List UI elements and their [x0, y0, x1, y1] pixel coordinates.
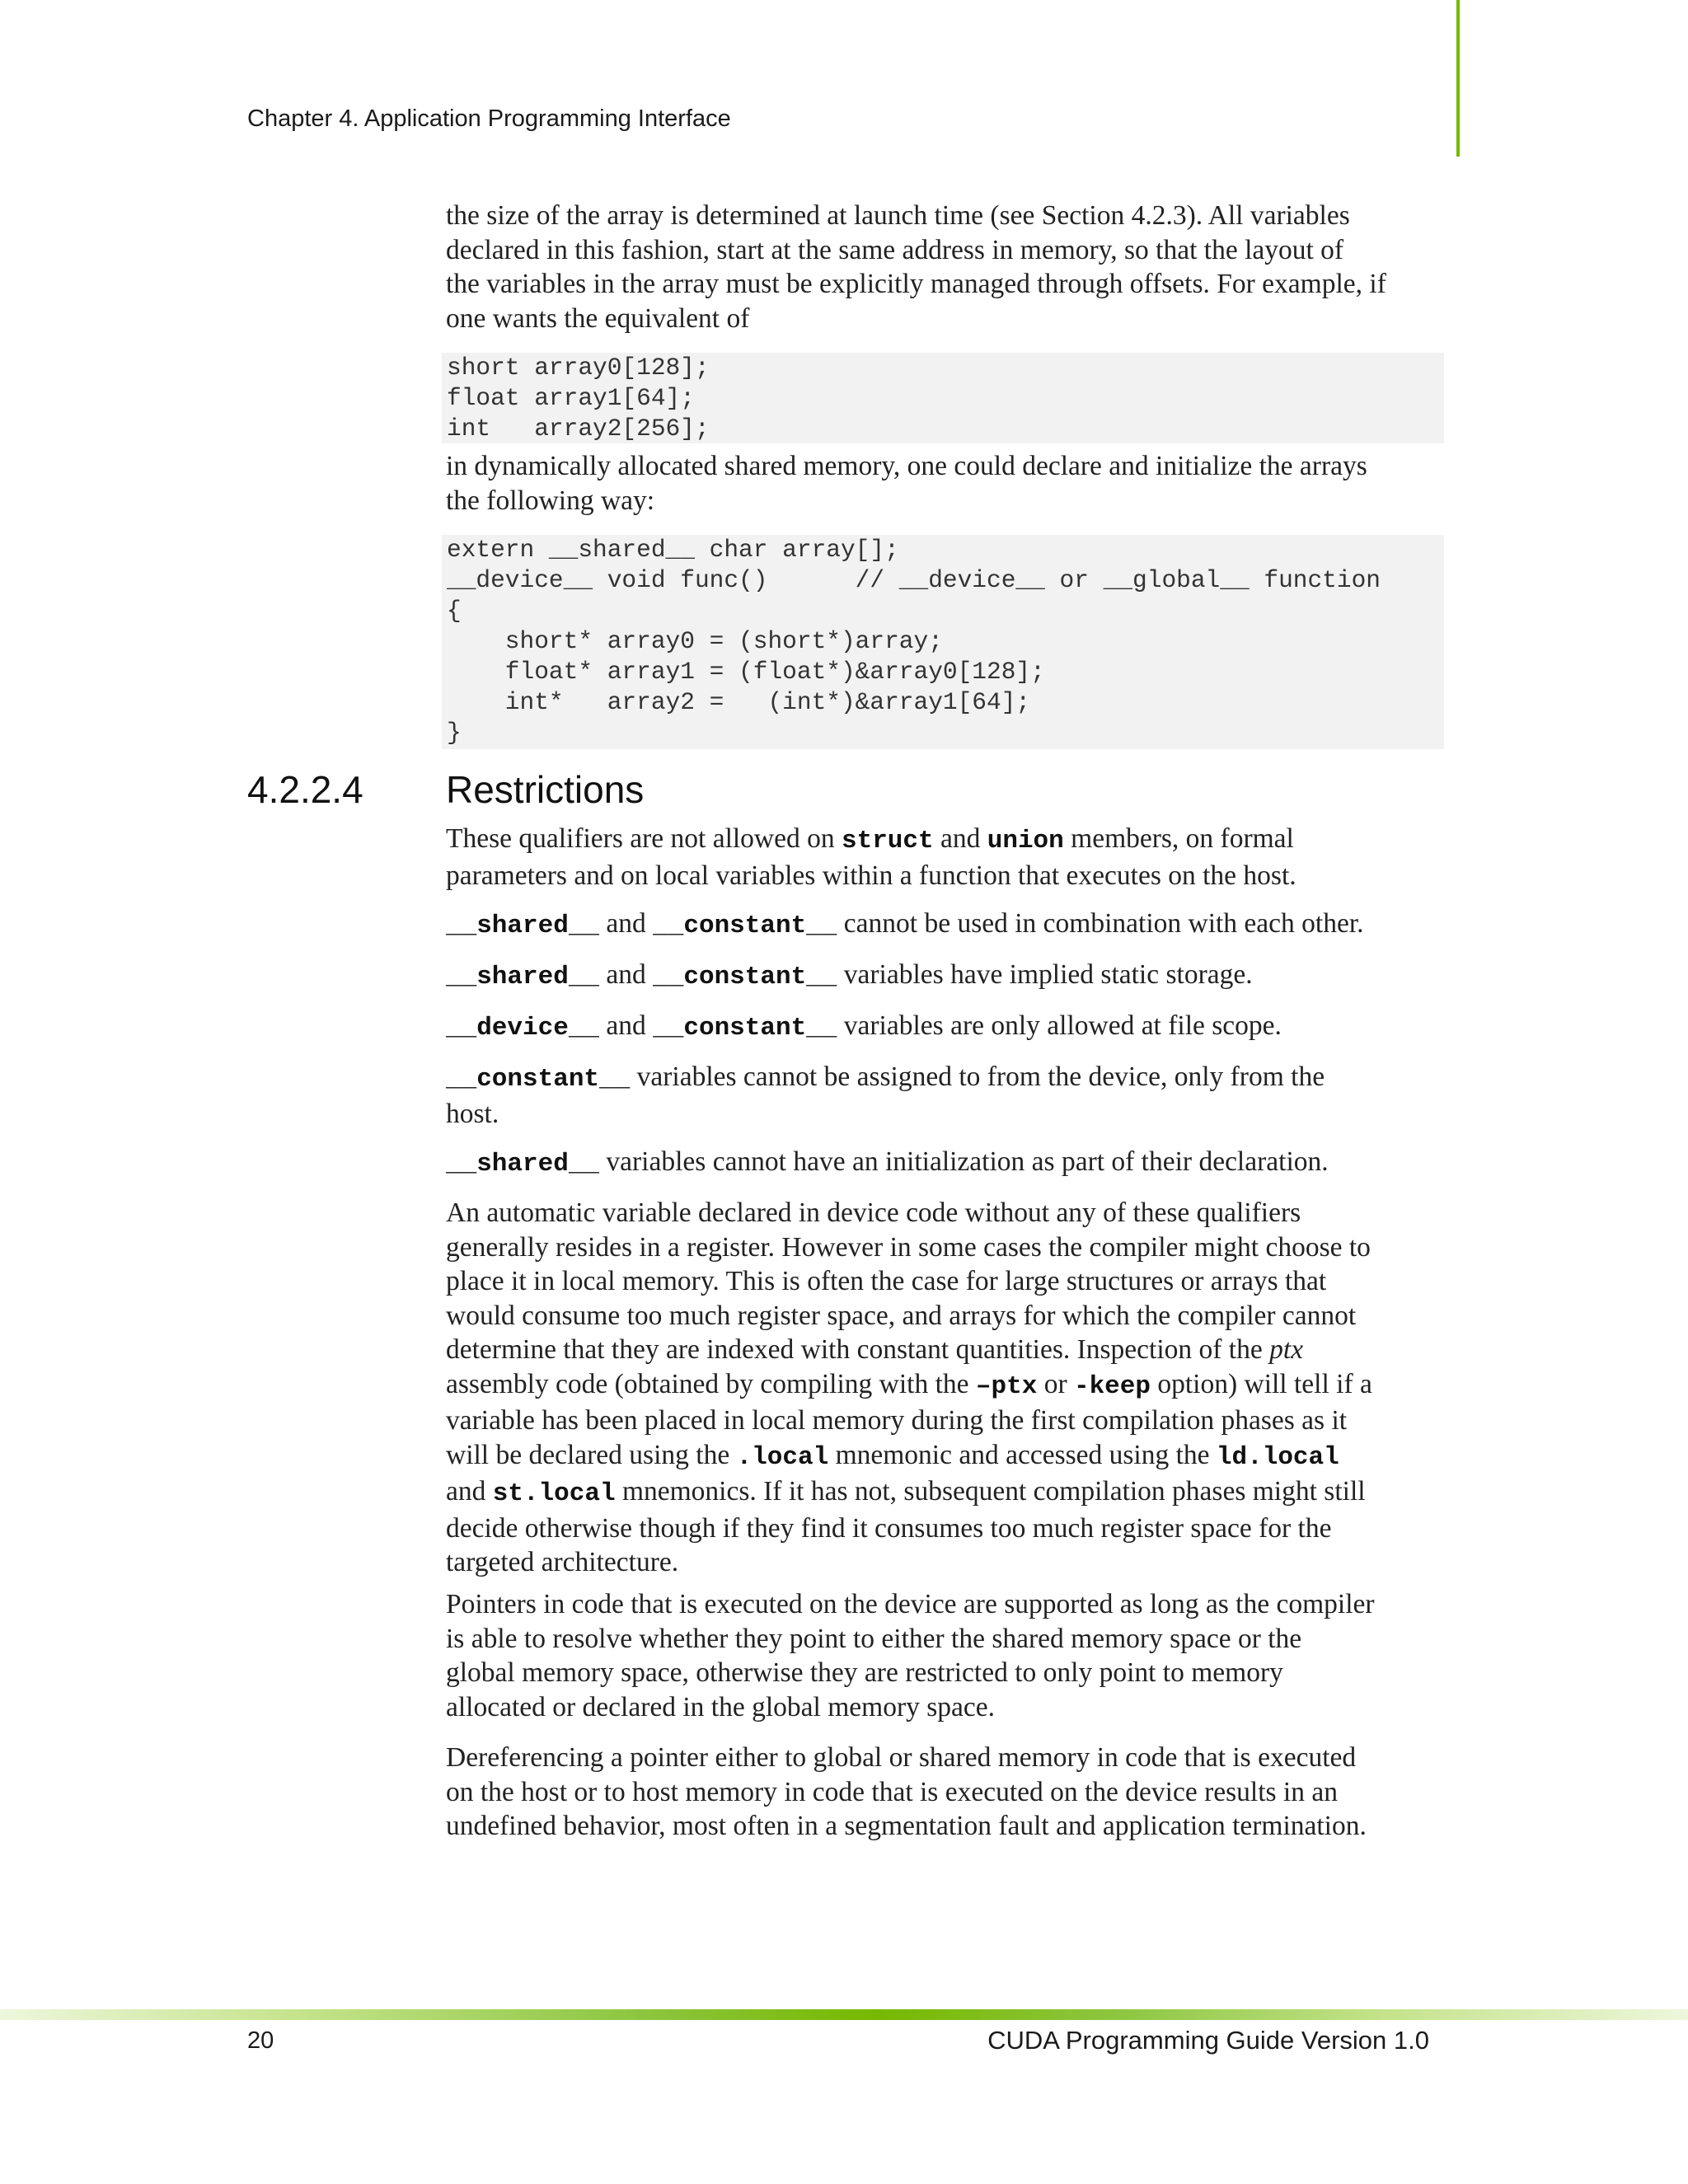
code-mnemonic-local: .local: [736, 1442, 829, 1472]
section-number: 4.2.2.4: [247, 768, 363, 811]
text-line: undefined behavior, most often in a segmentation fault and application termination.: [446, 1811, 1367, 1841]
text-run: determine that they are indexed with constant quantities. Inspection of the: [446, 1334, 1270, 1365]
text-line: Dereferencing a pointer either to global or shared memory in code that is executed: [446, 1742, 1357, 1773]
restriction-file-scope: [446, 1009, 1443, 1046]
code-keyword-shared: __shared__: [446, 1150, 600, 1179]
section-title: Restrictions: [446, 768, 645, 811]
text-line: on the host or to host memory in code that is executed on the device results in an: [446, 1776, 1338, 1807]
automatic-variable-paragraph: [446, 1196, 1443, 1580]
code-keyword-device: __device__: [446, 1014, 600, 1043]
code-line: extern __shared__ char array[];: [447, 536, 899, 564]
code-block-static-arrays: [442, 353, 1444, 443]
text-run: variables have implied static storage.: [837, 959, 1253, 990]
text-line: declared in this fashion, start at the same address in memory, so that the layout of: [446, 234, 1344, 265]
text-run: and: [933, 823, 987, 854]
text-line: Pointers in code that is executed on the device are supported as long as the compiler: [446, 1589, 1375, 1619]
text-line: would consume too much register space, and arrays for which the compiler cannot: [446, 1300, 1357, 1331]
text-run: mnemonics. If it has not, subsequent compilation phases might still: [615, 1476, 1366, 1507]
text-line: host.: [446, 1098, 499, 1129]
code-option-keep: -keep: [1073, 1371, 1151, 1401]
text-run: will be declared using the: [446, 1439, 737, 1470]
code-keyword-constant: __constant__: [653, 963, 837, 991]
text-run: and: [599, 959, 654, 990]
code-line: int array2[256];: [447, 415, 710, 443]
pointers-paragraph: [446, 1587, 1443, 1724]
text-line: one wants the equivalent of: [446, 302, 750, 334]
text-line: decide otherwise though if they find it consumes too much register space for the: [446, 1512, 1332, 1544]
code-line: }: [447, 719, 462, 747]
code-mnemonic-st-local: st.local: [492, 1479, 616, 1508]
footer-accent-bar: [0, 2009, 1688, 2020]
text-line: parameters and on local variables within a function that executes on the host.: [446, 860, 1296, 891]
document-title: CUDA Programming Guide Version 1.0: [987, 2026, 1429, 2055]
restriction-static-storage: [446, 958, 1443, 995]
text-run: option) will tell if a: [1150, 1368, 1372, 1399]
code-keyword-constant: __constant__: [653, 1014, 837, 1043]
header-accent-rule: [1456, 0, 1460, 157]
code-keyword-shared: __shared__: [446, 912, 600, 940]
dynamic-memory-paragraph: [446, 449, 1443, 518]
code-line: {: [447, 597, 462, 625]
text-line: place it in local memory. This is often the case for large structures or arrays that: [446, 1266, 1327, 1296]
text-line: targeted architecture.: [446, 1547, 679, 1577]
text-line: the size of the array is determined at launch time (see Section 4.2.3). All variables: [446, 200, 1350, 231]
code-line: int* array2 = (int*)&array1[64];: [447, 688, 1031, 716]
code-keyword-struct: struct: [842, 827, 934, 855]
text-line: the following way:: [446, 485, 655, 516]
code-keyword-constant: __constant__: [653, 912, 837, 940]
code-block-dynamic-arrays: [442, 535, 1444, 749]
text-line: the variables in the array must be explicitly managed through offsets. For example, if: [446, 269, 1386, 299]
text-run: These qualifiers are not allowed on: [446, 823, 842, 854]
dereferencing-paragraph: [446, 1741, 1443, 1844]
text-run: and: [446, 1476, 493, 1507]
page-number: 20: [247, 2027, 274, 2054]
text-run: variables cannot be assigned to from the device, only from the: [630, 1062, 1325, 1092]
text-run: cannot be used in combination with each other.: [837, 908, 1364, 939]
text-run: variables cannot have an initialization as part of their declaration.: [599, 1146, 1329, 1177]
text-line: global memory space, otherwise they are restricted to only point to memory: [446, 1657, 1283, 1688]
chapter-header: Chapter 4. Application Programming Interface: [247, 105, 731, 132]
restriction-struct-union: [446, 822, 1443, 893]
text-line: variable has been placed in local memory during the first compilation phases as it: [446, 1405, 1348, 1436]
text-run: or: [1037, 1368, 1074, 1399]
text-run: variables are only allowed at file scope.: [837, 1010, 1282, 1041]
text-run: mnemonic and accessed using the: [828, 1439, 1217, 1470]
code-option-ptx: –ptx: [975, 1371, 1038, 1401]
text-run: and: [599, 908, 654, 939]
code-line: float array1[64];: [447, 384, 695, 412]
code-line: __device__ void func() // __device__ or __global__ function: [447, 566, 1381, 594]
restriction-shared-initialization: [446, 1145, 1443, 1182]
text-run: and: [599, 1010, 654, 1041]
text-line: An automatic variable declared in device code without any of these qualifiers: [446, 1197, 1301, 1228]
code-mnemonic-ld-local: ld.local: [1216, 1442, 1339, 1472]
code-line: float* array1 = (float*)&array0[128];: [447, 658, 1045, 686]
text-line: in dynamically allocated shared memory, one could declare and initialize the arrays: [446, 451, 1367, 481]
text-run: assembly code (obtained by compiling with the: [446, 1368, 976, 1399]
code-keyword-shared: __shared__: [446, 963, 600, 991]
text-line: generally resides in a register. However in some cases the compiler might choose to: [446, 1231, 1371, 1263]
text-run: members, on formal: [1063, 823, 1294, 854]
restriction-shared-constant-combination: [446, 907, 1443, 944]
code-keyword-constant: __constant__: [446, 1065, 631, 1094]
code-keyword-union: union: [987, 827, 1064, 855]
restriction-constant-assignment: [446, 1060, 1443, 1131]
italic-ptx: ptx: [1269, 1334, 1304, 1365]
text-line: is able to resolve whether they point to either the shared memory space or the: [446, 1623, 1302, 1654]
code-line: short array0[128];: [447, 354, 710, 382]
text-line: allocated or declared in the global memory space.: [446, 1691, 995, 1722]
intro-paragraph: [446, 199, 1443, 335]
code-line: short* array0 = (short*)array;: [447, 627, 943, 655]
